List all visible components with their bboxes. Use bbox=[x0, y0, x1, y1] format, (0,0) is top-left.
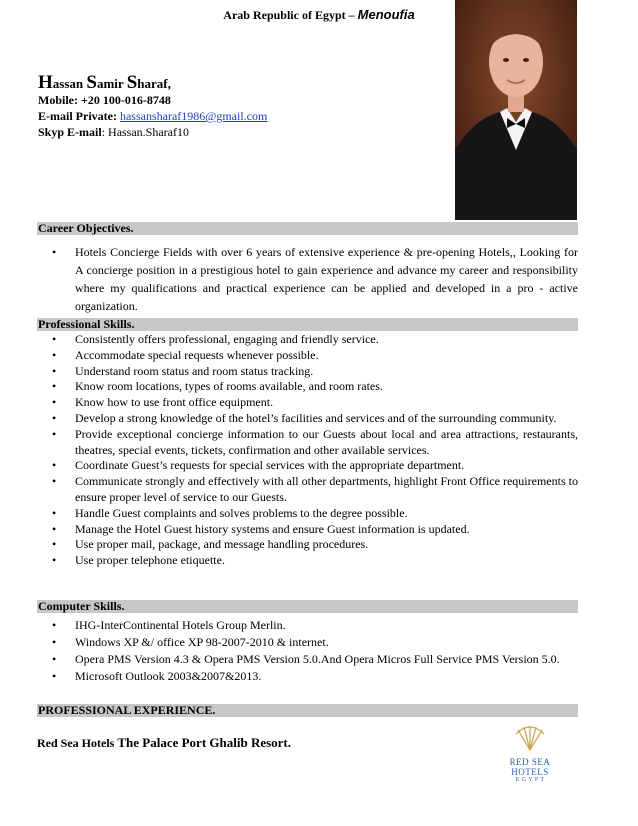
list-item: • Communicate strongly and effectively with all other departments, highlight Front Office requirements to ensure proper level of service to our Guests. bbox=[37, 474, 578, 506]
list-item: • Provide exceptional concierge information to our Guests about local and area attractions, restaurants, theatres, special events, tickets, confirmation and other available services. bbox=[37, 427, 578, 459]
list-item: • Windows XP &/ office XP 98-2007-2010 & internet. bbox=[37, 634, 578, 651]
section-professional-skills: Professional Skills. bbox=[37, 318, 578, 331]
experience-entry bbox=[37, 735, 291, 751]
career-objectives-list bbox=[37, 243, 578, 315]
name-initial-3: S bbox=[126, 72, 138, 93]
header-country: Arab Republic of Egypt – bbox=[223, 8, 355, 22]
list-item: • Microsoft Outlook 2003&2007&2013. bbox=[37, 668, 578, 685]
skype-value: : Hassan.Sharaf10 bbox=[101, 125, 189, 139]
list-item: • Understand room status and room status tracking. bbox=[37, 364, 578, 380]
logo-text: RED SEA HOTELS bbox=[509, 757, 551, 777]
list-item: • Accommodate special requests whenever possible. bbox=[37, 348, 578, 364]
list-item: • Consistently offers professional, engaging and friendly service. bbox=[37, 332, 578, 348]
profile-photo bbox=[455, 0, 577, 220]
list-item: • Handle Guest complaints and solves problems to the degree possible. bbox=[37, 506, 578, 522]
email-label: E-mail Private: bbox=[38, 109, 117, 123]
list-item: • IHG-InterContinental Hotels Group Merlin. bbox=[37, 617, 578, 634]
list-item: • Know how to use front office equipment. bbox=[37, 395, 578, 411]
list-item: • Use proper telephone etiquette. bbox=[37, 553, 578, 569]
name-rest-3: haraf, bbox=[137, 76, 171, 91]
email-link[interactable]: hassansharaf1986@gmail.com bbox=[119, 109, 268, 123]
name-initial-1: H bbox=[38, 72, 53, 93]
section-computer-skills: Computer Skills. bbox=[37, 600, 578, 613]
candidate-name bbox=[38, 72, 171, 94]
list-item: • Use proper mail, package, and message handling procedures. bbox=[37, 537, 578, 553]
experience-hotel: The Palace Port Ghalib Resort. bbox=[114, 735, 292, 750]
section-professional-experience: PROFESSIONAL EXPERIENCE. bbox=[37, 704, 578, 717]
contact-block bbox=[38, 92, 267, 140]
list-item: • Manage the Hotel Guest history systems and ensure Guest information is updated. bbox=[37, 522, 578, 538]
list-item: • Know room locations, types of rooms available, and room rates. bbox=[37, 379, 578, 395]
skype-label: Skyp E-mail bbox=[38, 125, 102, 139]
list-item: • Coordinate Guest’s requests for special services with the appropriate department. bbox=[37, 458, 578, 474]
mobile-number: Mobile: +20 100-016-8748 bbox=[38, 93, 171, 107]
red-sea-hotels-logo bbox=[490, 722, 570, 783]
experience-company: Red Sea Hotels bbox=[37, 736, 115, 750]
logo-subtext: E G Y P T bbox=[515, 777, 545, 783]
list-item: • Develop a strong knowledge of the hotel’s facilities and services and of the surrounding community. bbox=[37, 411, 578, 427]
header-region: Menoufia bbox=[357, 7, 415, 22]
shell-icon bbox=[490, 722, 570, 752]
computer-skills-list bbox=[37, 617, 578, 685]
name-initial-2: S bbox=[86, 72, 97, 93]
name-rest-2: amir bbox=[96, 76, 124, 91]
professional-skills-list bbox=[37, 332, 578, 569]
list-item: • Opera PMS Version 4.3 & Opera PMS Version 5.0.And Opera Micros Full Service PMS Version 5.0. bbox=[37, 651, 578, 668]
section-career-objectives: Career Objectives. bbox=[37, 222, 578, 235]
name-rest-1: assan bbox=[52, 76, 84, 91]
list-item: • Hotels Concierge Fields with over 6 years of extensive experience & pre-opening Hotels,, Looking for A concierge position in a prestigious hotel to gain experience and advance my career and responsibility where my qualifications and practical experience can be applied and developed in a pro - active organization. bbox=[37, 243, 578, 315]
